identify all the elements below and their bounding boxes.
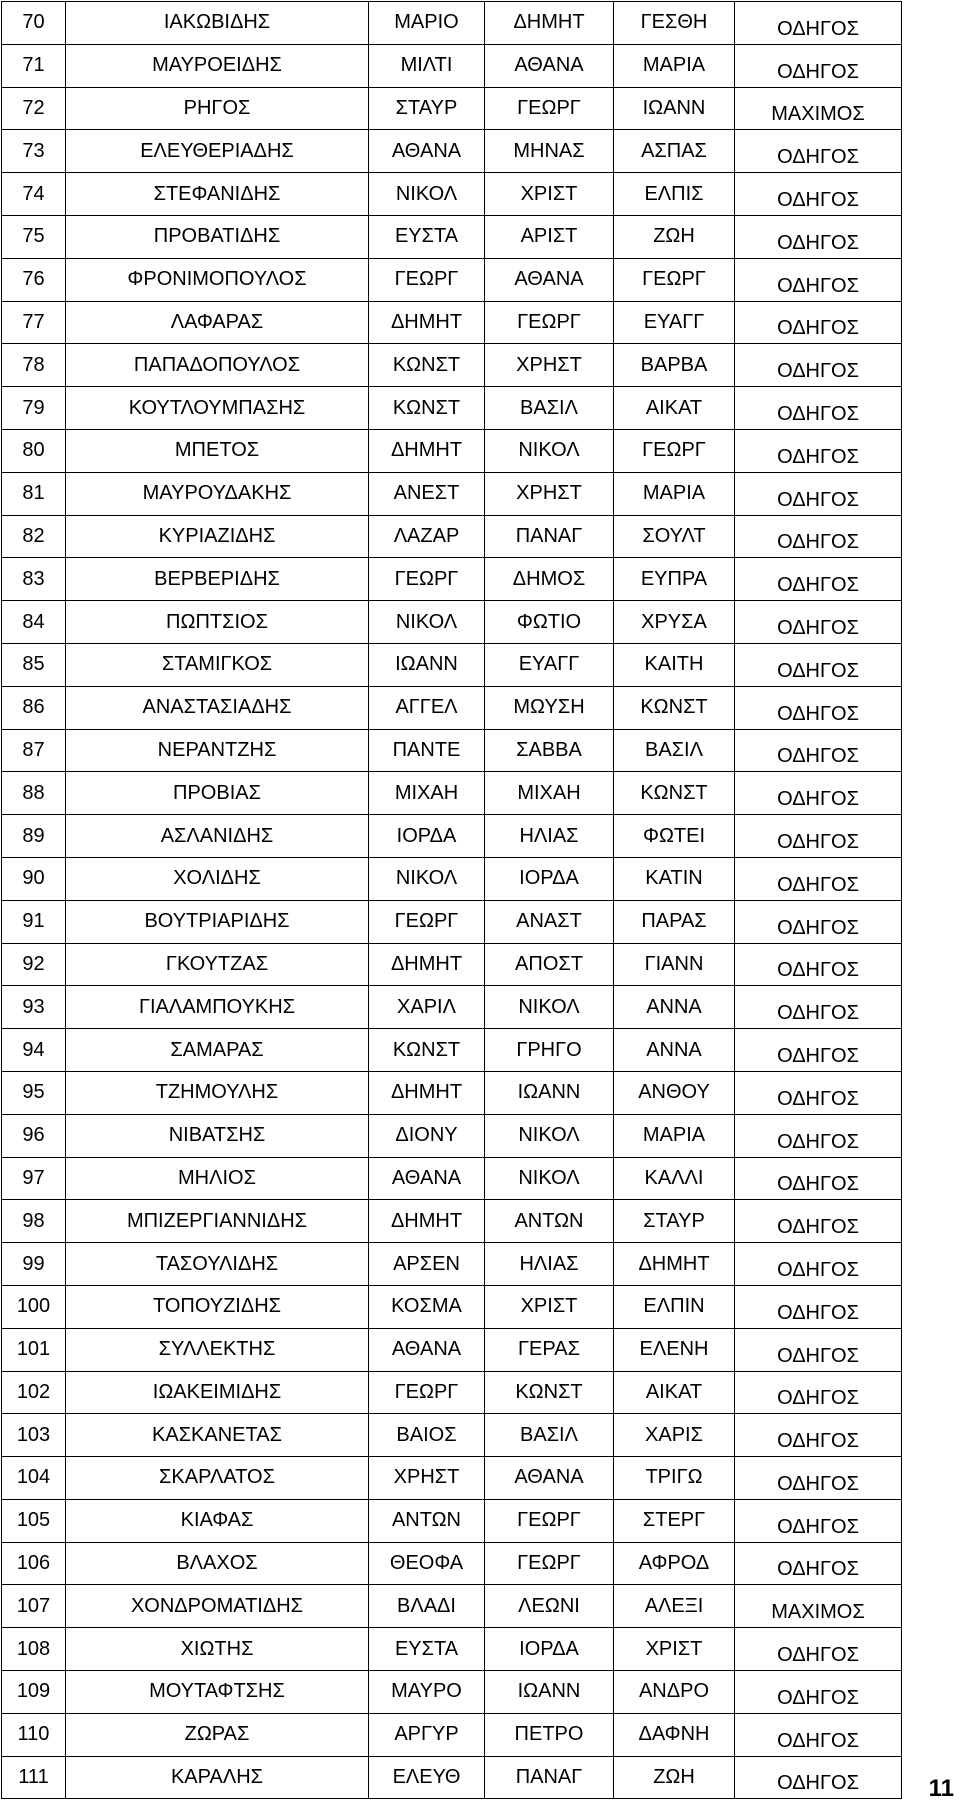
row-number-cell: 108: [2, 1628, 66, 1671]
father-name-cell: ΣΑΒΒΑ: [485, 729, 614, 772]
row-number-cell: 74: [2, 173, 66, 216]
table-row: [2, 772, 902, 815]
father-name-cell: ΓΕΩΡΓ: [485, 301, 614, 344]
surname-cell: ΚΟΥΤΛΟΥΜΠΑΣΗΣ: [66, 387, 369, 430]
role-cell: ΟΔΗΓΟΣ: [735, 815, 902, 858]
surname-cell: ΠΡΟΒΙΑΣ: [66, 772, 369, 815]
father-name-cell: ΧΡΗΣΤ: [485, 344, 614, 387]
father-name-cell: ΜΗΝΑΣ: [485, 130, 614, 173]
role-cell: ΟΔΗΓΟΣ: [735, 130, 902, 173]
role-cell: ΜΑΧΙΜΟΣ: [735, 87, 902, 130]
father-name-cell: ΒΑΣΙΛ: [485, 387, 614, 430]
first-name-cell: ΔΙΟΝΥ: [369, 1114, 485, 1157]
surname-cell: ΝΙΒΑΤΣΗΣ: [66, 1114, 369, 1157]
mother-name-cell: ΓΕΩΡΓ: [614, 429, 735, 472]
surname-cell: ΕΛΕΥΘΕΡΙΑΔΗΣ: [66, 130, 369, 173]
mother-name-cell: ΣΤΕΡΓ: [614, 1499, 735, 1542]
mother-name-cell: ΖΩΗ: [614, 1756, 735, 1799]
table-row: [2, 1414, 902, 1457]
row-number-cell: 90: [2, 857, 66, 900]
row-number-cell: 70: [2, 2, 66, 45]
first-name-cell: ΝΙΚΟΛ: [369, 857, 485, 900]
role-cell: ΟΔΗΓΟΣ: [735, 1414, 902, 1457]
surname-cell: ΧΟΝΔΡΟΜΑΤΙΔΗΣ: [66, 1585, 369, 1628]
father-name-cell: ΑΘΑΝΑ: [485, 1457, 614, 1500]
table-row: [2, 900, 902, 943]
role-cell: ΟΔΗΓΟΣ: [735, 1542, 902, 1585]
row-number-cell: 79: [2, 387, 66, 430]
father-name-cell: ΙΟΡΔΑ: [485, 1628, 614, 1671]
table-row: [2, 215, 902, 258]
role-cell: ΟΔΗΓΟΣ: [735, 215, 902, 258]
mother-name-cell: ΓΕΣΘΗ: [614, 2, 735, 45]
mother-name-cell: ΖΩΗ: [614, 215, 735, 258]
row-number-cell: 106: [2, 1542, 66, 1585]
table-row: [2, 815, 902, 858]
role-cell: ΟΔΗΓΟΣ: [735, 1243, 902, 1286]
role-cell: ΟΔΗΓΟΣ: [735, 1328, 902, 1371]
role-cell: ΟΔΗΓΟΣ: [735, 344, 902, 387]
mother-name-cell: ΑΦΡΟΔ: [614, 1542, 735, 1585]
first-name-cell: ΙΟΡΔΑ: [369, 815, 485, 858]
row-number-cell: 105: [2, 1499, 66, 1542]
row-number-cell: 83: [2, 558, 66, 601]
roster-table: [1, 1, 902, 1799]
row-number-cell: 86: [2, 686, 66, 729]
row-number-cell: 84: [2, 601, 66, 644]
table-row: [2, 515, 902, 558]
role-cell: ΟΔΗΓΟΣ: [735, 1457, 902, 1500]
first-name-cell: ΧΑΡΙΛ: [369, 986, 485, 1029]
first-name-cell: ΔΗΜΗΤ: [369, 1200, 485, 1243]
surname-cell: ΣΑΜΑΡΑΣ: [66, 1029, 369, 1072]
surname-cell: ΙΑΚΩΒΙΔΗΣ: [66, 2, 369, 45]
father-name-cell: ΝΙΚΟΛ: [485, 1157, 614, 1200]
father-name-cell: ΠΕΤΡΟ: [485, 1713, 614, 1756]
table-row: [2, 1114, 902, 1157]
page-number: 11: [928, 1775, 954, 1802]
row-number-cell: 107: [2, 1585, 66, 1628]
father-name-cell: ΒΑΣΙΛ: [485, 1414, 614, 1457]
mother-name-cell: ΕΥΑΓΓ: [614, 301, 735, 344]
surname-cell: ΠΩΠΤΣΙΟΣ: [66, 601, 369, 644]
mother-name-cell: ΔΑΦΝΗ: [614, 1713, 735, 1756]
surname-cell: ΒΕΡΒΕΡΙΔΗΣ: [66, 558, 369, 601]
role-cell: ΜΑΧΙΜΟΣ: [735, 1585, 902, 1628]
father-name-cell: ΙΟΡΔΑ: [485, 857, 614, 900]
table-row: [2, 1071, 902, 1114]
surname-cell: ΜΟΥΤΑΦΤΣΗΣ: [66, 1671, 369, 1714]
first-name-cell: ΜΑΥΡΟ: [369, 1671, 485, 1714]
mother-name-cell: ΑΙΚΑΤ: [614, 387, 735, 430]
surname-cell: ΧΟΛΙΔΗΣ: [66, 857, 369, 900]
first-name-cell: ΚΩΝΣΤ: [369, 344, 485, 387]
father-name-cell: ΛΕΩΝΙ: [485, 1585, 614, 1628]
table-row: [2, 1457, 902, 1500]
table-row: [2, 857, 902, 900]
row-number-cell: 103: [2, 1414, 66, 1457]
father-name-cell: ΚΩΝΣΤ: [485, 1371, 614, 1414]
role-cell: ΟΔΗΓΟΣ: [735, 900, 902, 943]
mother-name-cell: ΦΩΤΕΙ: [614, 815, 735, 858]
mother-name-cell: ΑΛΕΞΙ: [614, 1585, 735, 1628]
role-cell: ΟΔΗΓΟΣ: [735, 686, 902, 729]
first-name-cell: ΕΥΣΤΑ: [369, 215, 485, 258]
role-cell: ΟΔΗΓΟΣ: [735, 515, 902, 558]
table-row: [2, 344, 902, 387]
role-cell: ΟΔΗΓΟΣ: [735, 258, 902, 301]
first-name-cell: ΔΗΜΗΤ: [369, 943, 485, 986]
mother-name-cell: ΜΑΡΙΑ: [614, 1114, 735, 1157]
row-number-cell: 71: [2, 44, 66, 87]
role-cell: ΟΔΗΓΟΣ: [735, 429, 902, 472]
mother-name-cell: ΧΑΡΙΣ: [614, 1414, 735, 1457]
role-cell: ΟΔΗΓΟΣ: [735, 943, 902, 986]
first-name-cell: ΑΡΓΥΡ: [369, 1713, 485, 1756]
father-name-cell: ΦΩΤΙΟ: [485, 601, 614, 644]
role-cell: ΟΔΗΓΟΣ: [735, 1499, 902, 1542]
surname-cell: ΜΗΛΙΟΣ: [66, 1157, 369, 1200]
table-row: [2, 87, 902, 130]
surname-cell: ΜΑΥΡΟΥΔΑΚΗΣ: [66, 472, 369, 515]
father-name-cell: ΑΝΤΩΝ: [485, 1200, 614, 1243]
row-number-cell: 95: [2, 1071, 66, 1114]
role-cell: ΟΔΗΓΟΣ: [735, 1756, 902, 1799]
first-name-cell: ΙΩΑΝΝ: [369, 643, 485, 686]
row-number-cell: 91: [2, 900, 66, 943]
role-cell: ΟΔΗΓΟΣ: [735, 387, 902, 430]
table-row: [2, 301, 902, 344]
father-name-cell: ΑΠΟΣΤ: [485, 943, 614, 986]
row-number-cell: 111: [2, 1756, 66, 1799]
row-number-cell: 80: [2, 429, 66, 472]
mother-name-cell: ΚΑΛΛΙ: [614, 1157, 735, 1200]
table-row: [2, 643, 902, 686]
first-name-cell: ΝΙΚΟΛ: [369, 601, 485, 644]
row-number-cell: 76: [2, 258, 66, 301]
first-name-cell: ΚΩΝΣΤ: [369, 387, 485, 430]
table-row: [2, 1499, 902, 1542]
surname-cell: ΜΠΙΖΕΡΓΙΑΝΝΙΔΗΣ: [66, 1200, 369, 1243]
mother-name-cell: ΑΝΝΑ: [614, 1029, 735, 1072]
table-row: [2, 686, 902, 729]
roster-body: [2, 2, 902, 1799]
surname-cell: ΛΑΦΑΡΑΣ: [66, 301, 369, 344]
role-cell: ΟΔΗΓΟΣ: [735, 643, 902, 686]
first-name-cell: ΧΡΗΣΤ: [369, 1457, 485, 1500]
table-row: [2, 1200, 902, 1243]
surname-cell: ΧΙΩΤΗΣ: [66, 1628, 369, 1671]
surname-cell: ΓΙΑΛΑΜΠΟΥΚΗΣ: [66, 986, 369, 1029]
mother-name-cell: ΚΑΤΙΝ: [614, 857, 735, 900]
role-cell: ΟΔΗΓΟΣ: [735, 2, 902, 45]
table-row: [2, 130, 902, 173]
first-name-cell: ΑΡΣΕΝ: [369, 1243, 485, 1286]
table-row: [2, 1756, 902, 1799]
role-cell: ΟΔΗΓΟΣ: [735, 1285, 902, 1328]
table-row: [2, 1371, 902, 1414]
role-cell: ΟΔΗΓΟΣ: [735, 1157, 902, 1200]
surname-cell: ΤΖΗΜΟΥΛΗΣ: [66, 1071, 369, 1114]
surname-cell: ΖΩΡΑΣ: [66, 1713, 369, 1756]
table-row: [2, 1328, 902, 1371]
role-cell: ΟΔΗΓΟΣ: [735, 301, 902, 344]
first-name-cell: ΓΕΩΡΓ: [369, 1371, 485, 1414]
mother-name-cell: ΑΣΠΑΣ: [614, 130, 735, 173]
row-number-cell: 99: [2, 1243, 66, 1286]
table-row: [2, 44, 902, 87]
mother-name-cell: ΧΡΙΣΤ: [614, 1628, 735, 1671]
row-number-cell: 100: [2, 1285, 66, 1328]
first-name-cell: ΑΘΑΝΑ: [369, 130, 485, 173]
row-number-cell: 73: [2, 130, 66, 173]
table-row: [2, 1542, 902, 1585]
role-cell: ΟΔΗΓΟΣ: [735, 1713, 902, 1756]
father-name-cell: ΑΡΙΣΤ: [485, 215, 614, 258]
father-name-cell: ΜΙΧΑΗ: [485, 772, 614, 815]
first-name-cell: ΕΥΣΤΑ: [369, 1628, 485, 1671]
surname-cell: ΣΚΑΡΛΑΤΟΣ: [66, 1457, 369, 1500]
surname-cell: ΣΤΕΦΑΝΙΔΗΣ: [66, 173, 369, 216]
row-number-cell: 104: [2, 1457, 66, 1500]
father-name-cell: ΗΛΙΑΣ: [485, 1243, 614, 1286]
first-name-cell: ΔΗΜΗΤ: [369, 301, 485, 344]
father-name-cell: ΓΡΗΓΟ: [485, 1029, 614, 1072]
table-row: [2, 2, 902, 45]
mother-name-cell: ΜΑΡΙΑ: [614, 472, 735, 515]
row-number-cell: 88: [2, 772, 66, 815]
mother-name-cell: ΜΑΡΙΑ: [614, 44, 735, 87]
surname-cell: ΚΑΣΚΑΝΕΤΑΣ: [66, 1414, 369, 1457]
father-name-cell: ΔΗΜΗΤ: [485, 2, 614, 45]
table-row: [2, 1671, 902, 1714]
father-name-cell: ΠΑΝΑΓ: [485, 515, 614, 558]
first-name-cell: ΓΕΩΡΓ: [369, 900, 485, 943]
first-name-cell: ΑΘΑΝΑ: [369, 1328, 485, 1371]
role-cell: ΟΔΗΓΟΣ: [735, 1671, 902, 1714]
father-name-cell: ΑΝΑΣΤ: [485, 900, 614, 943]
father-name-cell: ΠΑΝΑΓ: [485, 1756, 614, 1799]
surname-cell: ΠΑΠΑΔΟΠΟΥΛΟΣ: [66, 344, 369, 387]
father-name-cell: ΓΕΩΡΓ: [485, 1542, 614, 1585]
father-name-cell: ΑΘΑΝΑ: [485, 258, 614, 301]
row-number-cell: 109: [2, 1671, 66, 1714]
mother-name-cell: ΕΛΠΙΣ: [614, 173, 735, 216]
row-number-cell: 78: [2, 344, 66, 387]
father-name-cell: ΕΥΑΓΓ: [485, 643, 614, 686]
table-row: [2, 387, 902, 430]
father-name-cell: ΓΕΡΑΣ: [485, 1328, 614, 1371]
mother-name-cell: ΓΕΩΡΓ: [614, 258, 735, 301]
role-cell: ΟΔΗΓΟΣ: [735, 1114, 902, 1157]
father-name-cell: ΝΙΚΟΛ: [485, 429, 614, 472]
first-name-cell: ΕΛΕΥΘ: [369, 1756, 485, 1799]
row-number-cell: 89: [2, 815, 66, 858]
table-row: [2, 1157, 902, 1200]
first-name-cell: ΣΤΑΥΡ: [369, 87, 485, 130]
mother-name-cell: ΤΡΙΓΩ: [614, 1457, 735, 1500]
row-number-cell: 85: [2, 643, 66, 686]
mother-name-cell: ΑΙΚΑΤ: [614, 1371, 735, 1414]
surname-cell: ΜΑΥΡΟΕΙΔΗΣ: [66, 44, 369, 87]
surname-cell: ΝΕΡΑΝΤΖΗΣ: [66, 729, 369, 772]
father-name-cell: ΙΩΑΝΝ: [485, 1671, 614, 1714]
surname-cell: ΣΥΛΛΕΚΤΗΣ: [66, 1328, 369, 1371]
surname-cell: ΦΡΟΝΙΜΟΠΟΥΛΟΣ: [66, 258, 369, 301]
father-name-cell: ΗΛΙΑΣ: [485, 815, 614, 858]
table-row: [2, 601, 902, 644]
mother-name-cell: ΧΡΥΣΑ: [614, 601, 735, 644]
mother-name-cell: ΕΛΕΝΗ: [614, 1328, 735, 1371]
mother-name-cell: ΙΩΑΝΝ: [614, 87, 735, 130]
row-number-cell: 82: [2, 515, 66, 558]
father-name-cell: ΜΩΥΣΗ: [485, 686, 614, 729]
table-row: [2, 1713, 902, 1756]
table-row: [2, 1029, 902, 1072]
father-name-cell: ΝΙΚΟΛ: [485, 986, 614, 1029]
row-number-cell: 93: [2, 986, 66, 1029]
table-row: [2, 943, 902, 986]
table-row: [2, 429, 902, 472]
mother-name-cell: ΔΗΜΗΤ: [614, 1243, 735, 1286]
role-cell: ΟΔΗΓΟΣ: [735, 857, 902, 900]
role-cell: ΟΔΗΓΟΣ: [735, 1371, 902, 1414]
row-number-cell: 77: [2, 301, 66, 344]
surname-cell: ΑΣΛΑΝΙΔΗΣ: [66, 815, 369, 858]
mother-name-cell: ΣΤΑΥΡ: [614, 1200, 735, 1243]
role-cell: ΟΔΗΓΟΣ: [735, 173, 902, 216]
table-row: [2, 558, 902, 601]
father-name-cell: ΓΕΩΡΓ: [485, 87, 614, 130]
first-name-cell: ΚΟΣΜΑ: [369, 1285, 485, 1328]
surname-cell: ΣΤΑΜΙΓΚΟΣ: [66, 643, 369, 686]
row-number-cell: 75: [2, 215, 66, 258]
mother-name-cell: ΚΩΝΣΤ: [614, 772, 735, 815]
mother-name-cell: ΑΝΔΡΟ: [614, 1671, 735, 1714]
surname-cell: ΤΟΠΟΥΖΙΔΗΣ: [66, 1285, 369, 1328]
first-name-cell: ΛΑΖΑΡ: [369, 515, 485, 558]
mother-name-cell: ΚΑΙΤΗ: [614, 643, 735, 686]
surname-cell: ΑΝΑΣΤΑΣΙΑΔΗΣ: [66, 686, 369, 729]
mother-name-cell: ΑΝΝΑ: [614, 986, 735, 1029]
row-number-cell: 96: [2, 1114, 66, 1157]
role-cell: ΟΔΗΓΟΣ: [735, 601, 902, 644]
first-name-cell: ΑΝΕΣΤ: [369, 472, 485, 515]
role-cell: ΟΔΗΓΟΣ: [735, 558, 902, 601]
role-cell: ΟΔΗΓΟΣ: [735, 472, 902, 515]
surname-cell: ΒΛΑΧΟΣ: [66, 1542, 369, 1585]
mother-name-cell: ΕΛΠΙΝ: [614, 1285, 735, 1328]
surname-cell: ΤΑΣΟΥΛΙΔΗΣ: [66, 1243, 369, 1286]
first-name-cell: ΒΑΙΟΣ: [369, 1414, 485, 1457]
first-name-cell: ΝΙΚΟΛ: [369, 173, 485, 216]
father-name-cell: ΝΙΚΟΛ: [485, 1114, 614, 1157]
surname-cell: ΜΠΕΤΟΣ: [66, 429, 369, 472]
role-cell: ΟΔΗΓΟΣ: [735, 729, 902, 772]
mother-name-cell: ΒΑΡΒΑ: [614, 344, 735, 387]
surname-cell: ΚΥΡΙΑΖΙΔΗΣ: [66, 515, 369, 558]
table-row: [2, 1585, 902, 1628]
row-number-cell: 101: [2, 1328, 66, 1371]
role-cell: ΟΔΗΓΟΣ: [735, 1628, 902, 1671]
father-name-cell: ΙΩΑΝΝ: [485, 1071, 614, 1114]
role-cell: ΟΔΗΓΟΣ: [735, 44, 902, 87]
first-name-cell: ΑΘΑΝΑ: [369, 1157, 485, 1200]
table-row: [2, 1243, 902, 1286]
table-row: [2, 986, 902, 1029]
row-number-cell: 81: [2, 472, 66, 515]
row-number-cell: 97: [2, 1157, 66, 1200]
mother-name-cell: ΚΩΝΣΤ: [614, 686, 735, 729]
surname-cell: ΒΟΥΤΡΙΑΡΙΔΗΣ: [66, 900, 369, 943]
surname-cell: ΚΑΡΑΛΗΣ: [66, 1756, 369, 1799]
first-name-cell: ΓΕΩΡΓ: [369, 558, 485, 601]
first-name-cell: ΜΙΧΑΗ: [369, 772, 485, 815]
row-number-cell: 102: [2, 1371, 66, 1414]
father-name-cell: ΑΘΑΝΑ: [485, 44, 614, 87]
first-name-cell: ΑΝΤΩΝ: [369, 1499, 485, 1542]
surname-cell: ΙΩΑΚΕΙΜΙΔΗΣ: [66, 1371, 369, 1414]
role-cell: ΟΔΗΓΟΣ: [735, 1200, 902, 1243]
first-name-cell: ΔΗΜΗΤ: [369, 429, 485, 472]
father-name-cell: ΧΡΙΣΤ: [485, 173, 614, 216]
surname-cell: ΠΡΟΒΑΤΙΔΗΣ: [66, 215, 369, 258]
first-name-cell: ΠΑΝΤΕ: [369, 729, 485, 772]
row-number-cell: 94: [2, 1029, 66, 1072]
row-number-cell: 98: [2, 1200, 66, 1243]
table-row: [2, 1285, 902, 1328]
surname-cell: ΚΙΑΦΑΣ: [66, 1499, 369, 1542]
father-name-cell: ΔΗΜΟΣ: [485, 558, 614, 601]
mother-name-cell: ΓΙΑΝΝ: [614, 943, 735, 986]
mother-name-cell: ΕΥΠΡΑ: [614, 558, 735, 601]
first-name-cell: ΜΙΛΤΙ: [369, 44, 485, 87]
mother-name-cell: ΒΑΣΙΛ: [614, 729, 735, 772]
row-number-cell: 92: [2, 943, 66, 986]
table-row: [2, 173, 902, 216]
row-number-cell: 72: [2, 87, 66, 130]
first-name-cell: ΒΛΑΔΙ: [369, 1585, 485, 1628]
surname-cell: ΓΚΟΥΤΖΑΣ: [66, 943, 369, 986]
role-cell: ΟΔΗΓΟΣ: [735, 986, 902, 1029]
row-number-cell: 87: [2, 729, 66, 772]
table-row: [2, 729, 902, 772]
table-row: [2, 1628, 902, 1671]
first-name-cell: ΑΓΓΕΛ: [369, 686, 485, 729]
father-name-cell: ΓΕΩΡΓ: [485, 1499, 614, 1542]
mother-name-cell: ΣΟΥΛΤ: [614, 515, 735, 558]
table-row: [2, 258, 902, 301]
mother-name-cell: ΑΝΘΟΥ: [614, 1071, 735, 1114]
father-name-cell: ΧΡΙΣΤ: [485, 1285, 614, 1328]
first-name-cell: ΓΕΩΡΓ: [369, 258, 485, 301]
first-name-cell: ΔΗΜΗΤ: [369, 1071, 485, 1114]
mother-name-cell: ΠΑΡΑΣ: [614, 900, 735, 943]
table-row: [2, 472, 902, 515]
first-name-cell: ΜΑΡΙΟ: [369, 2, 485, 45]
role-cell: ΟΔΗΓΟΣ: [735, 772, 902, 815]
row-number-cell: 110: [2, 1713, 66, 1756]
first-name-cell: ΘΕΟΦΑ: [369, 1542, 485, 1585]
first-name-cell: ΚΩΝΣΤ: [369, 1029, 485, 1072]
father-name-cell: ΧΡΗΣΤ: [485, 472, 614, 515]
role-cell: ΟΔΗΓΟΣ: [735, 1029, 902, 1072]
role-cell: ΟΔΗΓΟΣ: [735, 1071, 902, 1114]
surname-cell: ΡΗΓΟΣ: [66, 87, 369, 130]
